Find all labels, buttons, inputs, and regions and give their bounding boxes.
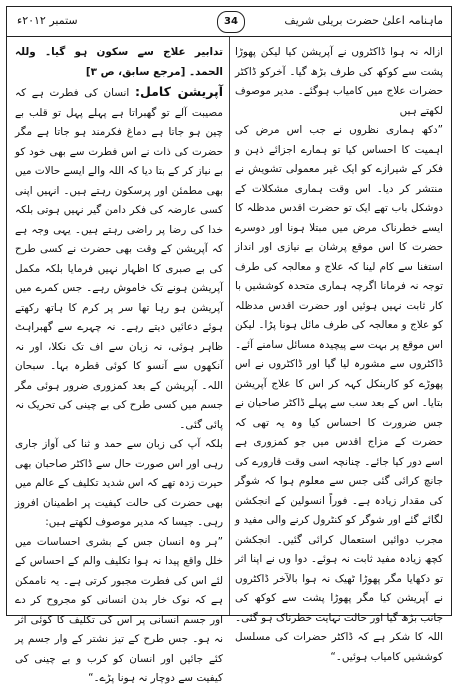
left-paragraph-3: بلکہ آپ کی زبان سے حمد و ثنا کی آواز جاری رہی اور اس صورت حال سے ڈاکٹر صاحبان بھی حیرت زدہ تھے کہ اس شدید تکلیف کے عالم میں بھی حضرت کی حالت کیفیت پر اطمینان افروز رہی۔ جیسا کہ مدیر موصوف لکھتے ہیں: [15,438,223,528]
page-header [7,7,451,37]
column-divider [229,37,230,615]
magazine-page [6,6,452,684]
right-paragraph-2: ”دکھ ہماری نظروں نے جب اس مرض کی اہمیت کا احساس کیا تو ہمارے اجزائے ذہن و فکر کے شیرازے کو ایک غیر معمولی تشویش نے منتشر کر دیا۔ اس وقت ہماری مشکلات کے دوشکل باب تھے ایک تو حضرت اقدس مدظلہ کا ایسے خطرناک مرض میں مبتلا ہونا اور دوسرے حضرت کا اس موقع پرشان بے نیازی اور انداز استغنا سے کام لینا کہ علاج و معالجہ کی طرف توجہ نہ فرمانا اگرچہ ہماری متحدہ کوششیں با کار ثابت نہیں ہوئیں اور حضرت اقدس مدظلہ کو علاج و معالجہ کی طرف مائل ہونا پڑا۔ لیکن اس موقع پر بہت سے پیچیدہ مسائل سامنے آئے۔ ڈاکٹروں سے مشورہ لیا گیا اور ڈاکٹروں نے اس پھوڑے کو کاربنکل کہہ کر اس کا علاج آپریشن بتایا۔ اس کے بعد سب سے پہلے ڈاکٹر صاحبان نے جس ضرورت کا احساس کیا وہ یہ تھی کہ حضرت کے مزاج اقدس میں جو کمزوری ہے اسے دور کیا جائے۔ چنانچہ اسی وقت قارورے کی جانچ کرائی گئی جس سے معلوم ہوا کہ شوگر کی مقدار زیادہ ہے۔ فوراً انسولین کے انجکشن لگائے گئے اور شوگر کو کنٹرول کرنے والی مفید و مجرب دوائیں استعمال کرائی گئیں۔ انجکشن کچھ زیادہ مفید ثابت نہ ہوئے۔ دوا وں نے اپنا اثر تو دکھایا مگر پھوڑا ٹھیک نہ ہوا بالآخر ڈاکٹروں نے آپریشن کیا مگر پھوڑا پشت سے کوکھ کی جانب بڑھ گیا اور حالت نہایت خطرناک ہو گئی۔ اللہ کا شکر ہے کہ ڈاکٹر حضرات کی مسلسل کوششیں کامیاب ہوئیں۔“ [235,124,443,663]
issue-date: ستمبر ۲۰۱۲ء [17,14,78,27]
right-column [235,43,443,663]
right-paragraph-1: ازالہ نہ ہوا ڈاکٹروں نے آپریشن کیا لیکن پھوڑا پشت سے کوکھ کی طرف بڑھ گیا۔ آخرکو ڈاکٹر حضرات علاج میں کامیاب ہوگئے۔ مدیر موصوف لکھتے ہیں [235,46,443,117]
magazine-title: ماہنامہ اعلیٰ حضرت بریلی شریف [284,14,443,27]
section-heading: آپریشن کامل: [135,84,223,99]
page-number: 34 [217,11,245,33]
left-paragraph-2: انسان کی فطرت ہے کہ مصیبت آلے تو گھبراتا ہے پہلے پہل تو قلب بے چین ہو جاتا ہے دماغ فکرمند ہو جاتا ہے مگر حضرت کی ذات نے اس فطرت سے بھی خود کو بے نیاز کر کے بتا دیا کہ اللہ والے ایسے حالات میں بھی مطمئن اور پرسکون رہتے ہیں۔ انہیں اپنی کسی عارضہ کی فکر دامن گیر نہیں ہوتی بلکہ خدا کی رضا پر راضی رہتے ہیں۔ یہی وجہ ہے کہ آپریشن کے وقت بھی حضرت نے کسی طرح کی بے صبری کا اظہار نہیں فرمایا بلکہ مکمل آپریشن ہونے تک خاموش رہے۔ جس کمرے میں آپریشن ہو رہا تھا سر پر کرم کا ہاتھ رکھتے ہوئے دعائیں دیتے رہے۔ نہ چہرے سے گھبراہٹ ظاہر ہوئی، نہ زبان سے اف تک نکلا، اور نہ آنکھوں سے آنسو کا کوئی قطرہ بہا۔ سبحان اللہ۔ آپریشن کے بعد کمزوری ضرور ہوئی مگر جسم میں کسی طرح کی بے چینی کی تحریک نہ پائی گئی۔ [15,87,223,431]
left-paragraph-4: ”ہر وہ انسان جس کے بشری احساسات میں خلل واقع پیدا نہ ہوا تکلیف والم کے احساس کے لئے اس کی فطرت مجبور کرتی ہے۔ یہ ناممکن ہے کہ نوک خار بدن انسانی کو مجروح کر دے اور جسم انسانی پر اس کی تکلیف کا کوئی اثر نہ ہو۔ جس طرح کے تیز نشتر کے وار جسم پر کئے جائیں اور انسان کو کرب و بے چینی کی کیفیت سے دوچار نہ ہونا پڑے۔“ [15,535,223,684]
left-column [15,43,223,684]
left-paragraph-1: تدابیر علاج سے سکون ہو گیا۔ وللہ الحمد۔ [مرجع سابق، ص ۳] [15,46,223,78]
